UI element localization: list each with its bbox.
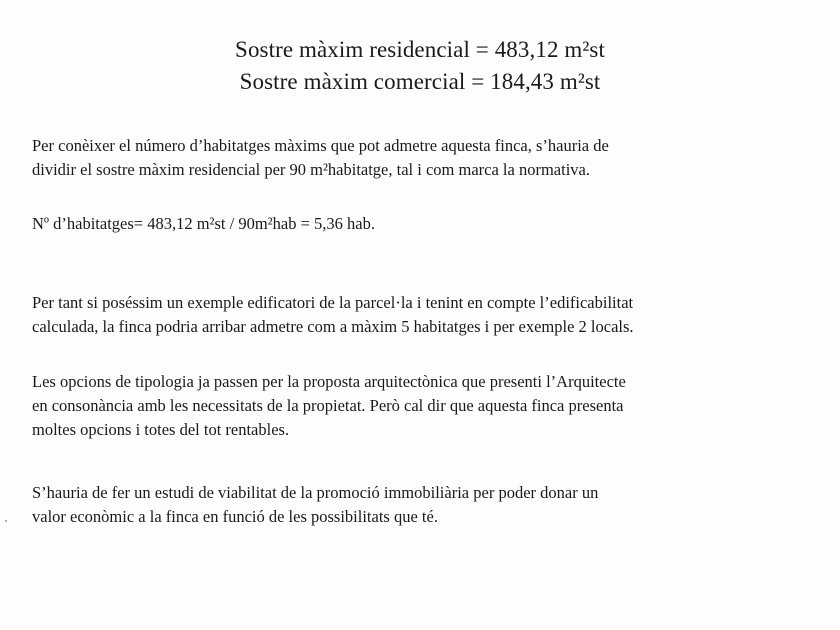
paragraph-typology-options [32, 370, 822, 442]
header-commercial-line: Sostre màxim comercial = 184,43 m²st [239, 69, 601, 94]
paragraph-line: valor econòmic a la finca en funció de les possibilitats que té. [32, 507, 438, 526]
paragraph-line: Les opcions de tipologia ja passen per la proposta arquitectònica que presenti l’Arquitecte [32, 372, 626, 391]
paragraph-line: dividir el sostre màxim residencial per 90 m²habitatge, tal i com marca la normativa. [32, 160, 590, 179]
paragraph-line: Per conèixer el número d’habitatges màxims que pot admetre aquesta finca, s’hauria de [32, 136, 609, 155]
paragraph-viability-study [32, 481, 822, 529]
paragraph-line: S’hauria de fer un estudi de viabilitat de la promoció immobiliària per poder donar un [32, 483, 599, 502]
paragraph-dwelling-formula [32, 212, 822, 236]
paragraph-line: en consonància amb les necessitats de la propietat. Però cal dir que aquesta finca presenta [32, 396, 624, 415]
summary-header [0, 34, 840, 98]
paragraph-line: moltes opcions i totes del tot rentables. [32, 420, 290, 439]
paragraph-line: Nº d’habitatges= 483,12 m²st / 90m²hab = 5,36 hab. [32, 214, 375, 233]
scan-speck [5, 520, 7, 522]
paragraph-dwelling-count-intro [32, 134, 822, 182]
paragraph-building-example [32, 291, 822, 339]
paragraph-line: Per tant si poséssim un exemple edificatori de la parcel·la i tenint en compte l’edificabilitat [32, 293, 634, 312]
header-residential-line: Sostre màxim residencial = 483,12 m²st [235, 37, 605, 62]
paragraph-line: calculada, la finca podria arribar admetre com a màxim 5 habitatges i per exemple 2 locals. [32, 317, 634, 336]
